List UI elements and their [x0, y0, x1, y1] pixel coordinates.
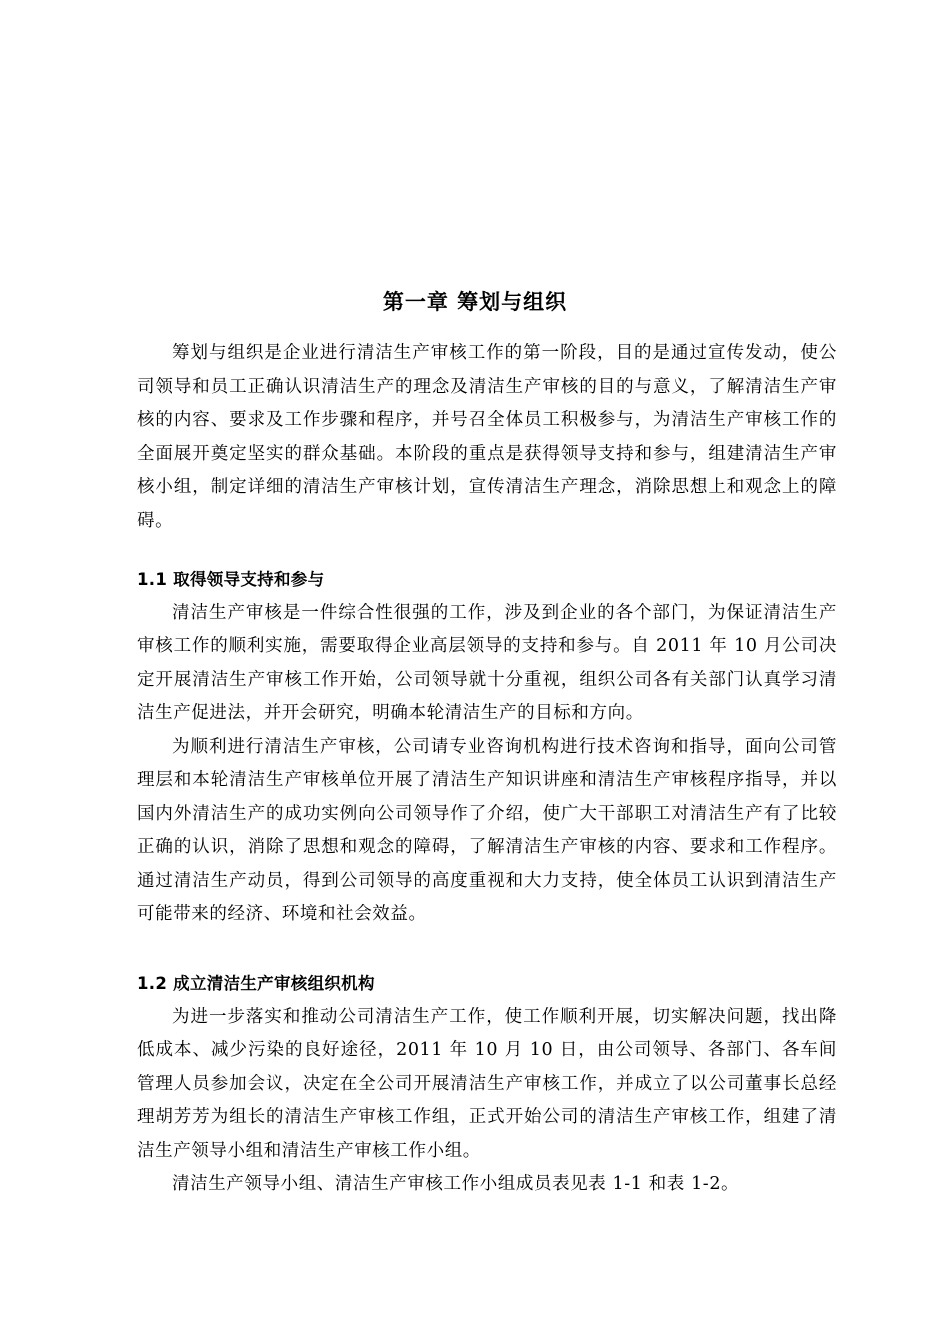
section-heading: 1.2 成立清洁生产审核组织机构 [137, 974, 375, 993]
paragraph: 清洁生产审核是一件综合性很强的工作，涉及到企业的各个部门，为保证清洁生产审核工作的顺利实施，需要取得企业高层领导的支持和参与。自 2011 年 10 月公司决定开展清洁生产审核工作开始，公司领导就十分重视，组织公司各有关部门认真学习清洁生产促进法，并开会研究，明确本轮清洁生产的目标和方向。 [137, 602, 837, 723]
paragraph: 为顺利进行清洁生产审核，公司请专业咨询机构进行技术咨询和指导，面向公司管理层和本轮清洁生产审核单位开展了清洁生产知识讲座和清洁生产审核程序指导，并以国内外清洁生产的成功实例向公司领导作了介绍，使广大干部职工对清洁生产有了比较正确的认识，消除了思想和观念的障碍，了解清洁生产审核的内容、要求和工作程序。通过清洁生产动员，得到公司领导的高度重视和大力支持，使全体员工认识到清洁生产可能带来的经济、环境和社会效益。 [137, 736, 837, 924]
intro-paragraph: 筹划与组织是企业进行清洁生产审核工作的第一阶段，目的是通过宣传发动，使公司领导和员工正确认识清洁生产的理念及清洁生产审核的目的与意义，了解清洁生产审核的内容、要求及工作步骤和程序，并号召全体员工积极参与，为清洁生产审核工作的全面展开奠定坚实的群众基础。本阶段的重点是获得领导支持和参与，组建清洁生产审核小组，制定详细的清洁生产审核计划，宣传清洁生产理念，消除思想上和观念上的障碍。 [137, 343, 837, 531]
chapter-title: 第一章 筹划与组织 [382, 290, 568, 314]
section-1-2 [137, 967, 837, 1202]
paragraph: 为进一步落实和推动公司清洁生产工作，使工作顺利开展，切实解决问题，找出降低成本、减少污染的良好途径，2011 年 10 月 10 日，由公司领导、各部门、各车间管理人员参加会议，决定在全公司开展清洁生产审核工作，并成立了以公司董事长总经理胡芳芳为组长的清洁生产审核工作组，正式开始公司的清洁生产审核工作，组建了清洁生产领导小组和清洁生产审核工作小组。 [137, 1006, 837, 1161]
section-heading: 1.1 取得领导支持和参与 [137, 570, 325, 589]
paragraph: 清洁生产领导小组、清洁生产审核工作小组成员表见表 1-1 和表 1-2。 [172, 1174, 740, 1194]
section-1-1 [137, 563, 837, 932]
intro-block [137, 337, 837, 538]
